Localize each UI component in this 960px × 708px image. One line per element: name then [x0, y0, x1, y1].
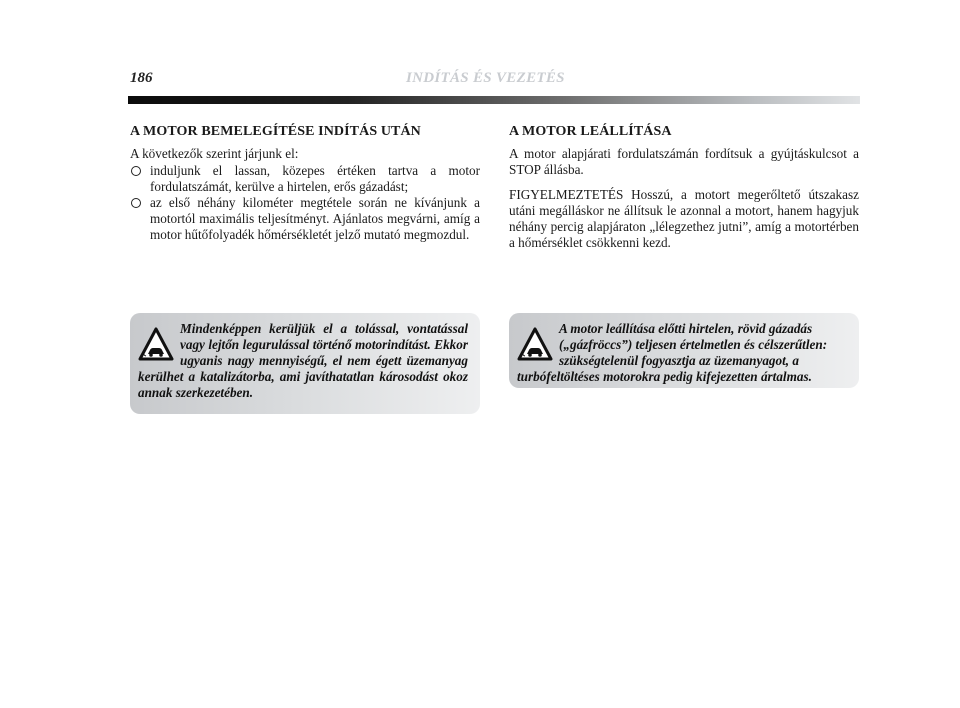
- warning-box-right: [509, 313, 859, 388]
- paragraph: FIGYELMEZTETÉS Hosszú, a motort megerőltető útszakasz utáni megálláskor ne állítsuk le azonnal a motort, hanem hagyjuk néhány percig alapjáraton „lélegzethez jutni”, amíg a motortérben a hőmérséklet csökkenni kezd.: [509, 187, 859, 250]
- warning-triangle-car-icon: [138, 325, 174, 367]
- list-item-text: az első néhány kilométer megtétele során ne kívánjunk a motortól maximális teljesítményt. Ajánlatos megvárni, amíg a motor hűtőfolyadék hőmérsékletét jelző mutató megmozdul.: [150, 195, 480, 242]
- section-title-shutdown: A MOTOR LEÁLLÍTÁSA: [509, 124, 672, 139]
- bullet-list: [130, 163, 480, 243]
- left-column: [130, 124, 480, 243]
- circle-bullet-icon: [131, 198, 141, 208]
- section-title-warmup: A MOTOR BEMELEGÍTÉSE INDÍTÁS UTÁN: [130, 124, 421, 139]
- list-item: [130, 163, 480, 195]
- circle-bullet-icon: [131, 166, 141, 176]
- warning-text: A motor leállítása előtti hirtelen, rövid gázadás („gázfröccs”) teljesen értelmetlen és célszerűtlen: szükségtelenül fogyasztja az üzemanyagot, a turbófeltöltéses motorokra pedig kifejezetten ártalmas.: [517, 321, 828, 384]
- header-rule: [128, 96, 860, 104]
- right-column: [509, 124, 859, 260]
- warning-box-left: [130, 313, 480, 414]
- intro-text: A következők szerint járjunk el:: [130, 146, 299, 161]
- paragraph: A motor alapjárati fordulatszámán fordítsuk a gyújtáskulcsot a STOP állásba.: [509, 146, 859, 177]
- warning-triangle-car-icon: [517, 325, 553, 367]
- warning-text: Mindenképpen kerüljük el a tolással, vontatással vagy lejtőn legurulással történő motorindítást. Ekkor ugyanis nagy mennyiségű, el nem égett üzemanyag kerülhet a katalizátorba, ami javíthatatlan károsodást okoz annak szerkezetében.: [138, 321, 468, 400]
- list-item-text: induljunk el lassan, közepes értéken tartva a motor fordulatszámát, kerülve a hirtelen, erős gázadást;: [150, 163, 480, 194]
- page-number: 186: [130, 70, 153, 86]
- list-item: [130, 195, 480, 243]
- running-title: INDÍTÁS ÉS VEZETÉS: [406, 70, 565, 86]
